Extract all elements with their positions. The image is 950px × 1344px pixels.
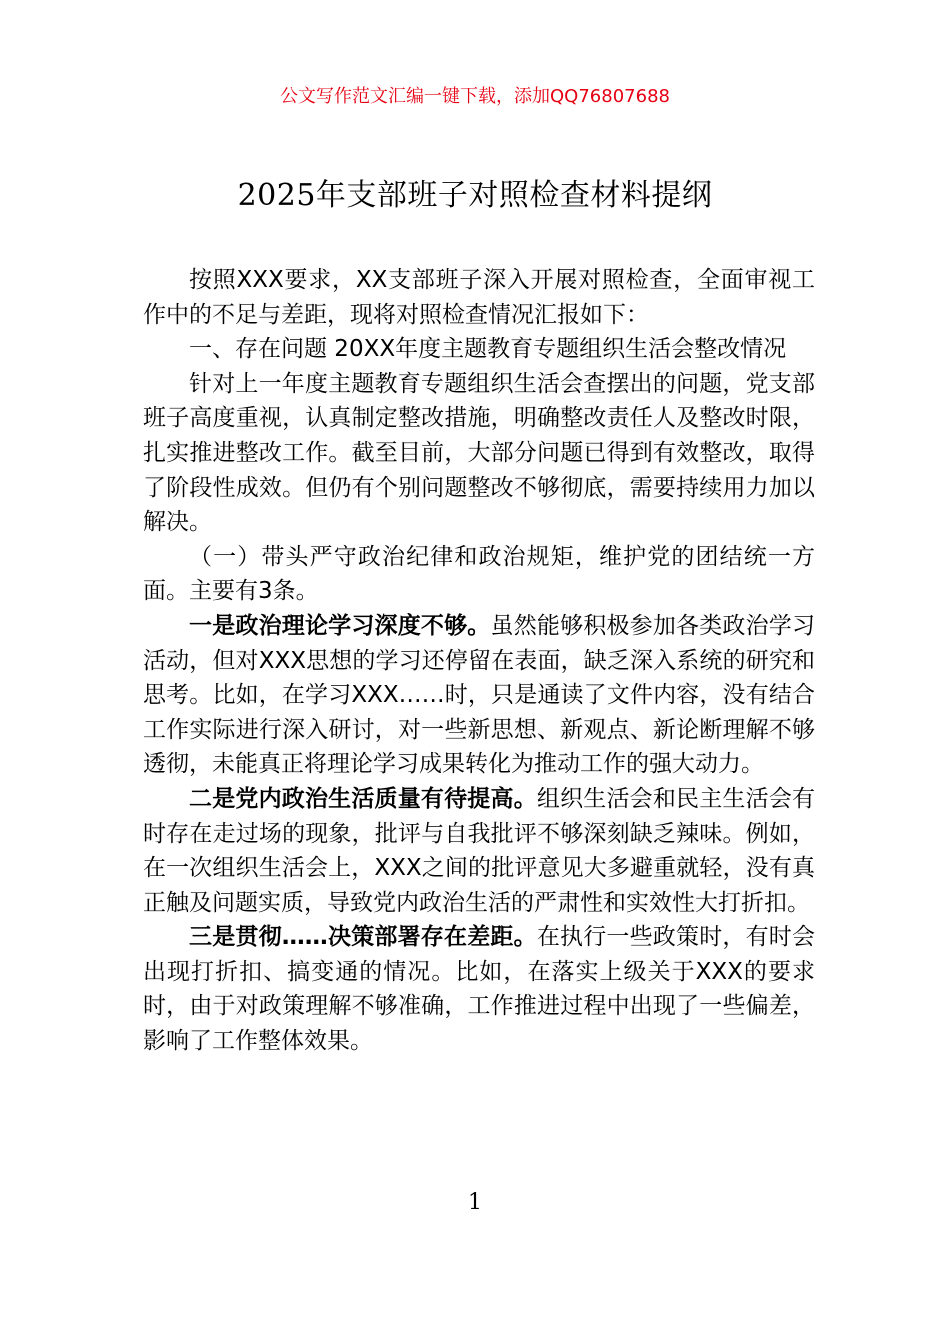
- paragraph-text: 一、存在问题 20XX年度主题教育专题组织生活会整改情况: [189, 336, 787, 363]
- issue-lead: 三是贯彻……决策部署存在差距。: [189, 924, 537, 951]
- page-number: 1: [468, 1190, 482, 1215]
- paragraph-text: 针对上一年度主题教育专题组织生活会查摆出的问题，党支部班子高度重视，认真制定整改措施，明确整改责任人及整改时限，扎实推进整改工作。截至目前，大部分问题已得到有效整改，取得了阶段性成效。但仍有个别问题整改不够彻底，需要持续用力加以解决。: [143, 370, 815, 536]
- download-banner[interactable]: 公文写作范文汇编一键下载，添加QQ76807688: [280, 86, 670, 107]
- paragraph-text: 虽然能够积极参加各类政治学习活动，但对XXX思想的学习还停留在表面，缺乏深入系统的研究和思考。比如，在学习XXX……时，只是通读了文件内容，没有结合工作实际进行深入研讨，对一些新思想、新观点、新论断理解不够透彻，未能真正将理论学习成果转化为推动工作的强大动力。: [143, 612, 815, 778]
- paragraph-rectification: [143, 367, 815, 540]
- paragraph-text: 组织生活会和民主生活会有时存在走过场的现象，批评与自我批评不够深刻缺乏辣味。例如，在一次组织生活会上，XXX之间的批评意见大多避重就轻，没有真正触及问题实质，导致党内政治生活的严肃性和实效性大打折扣。: [143, 785, 816, 916]
- issue-lead: 一是政治理论学习深度不够。: [189, 612, 491, 639]
- document-body: [143, 263, 815, 1059]
- document-title: 2025年支部班子对照检查材料提纲: [237, 178, 713, 213]
- issue-paragraph-1: [143, 609, 815, 782]
- paragraph-intro: [143, 263, 815, 332]
- paragraph-text: （一）带头严守政治纪律和政治规矩，维护党的团结统一方面。主要有3条。: [143, 543, 815, 605]
- issue-lead: 二是党内政治生活质量有待提高。: [189, 785, 537, 812]
- paragraph-text: 在执行一些政策时，有时会出现打折扣、搞变通的情况。比如，在落实上级关于XXX的要求时，由于对政策理解不够准确，工作推进过程中出现了一些偏差，影响了工作整体效果。: [143, 924, 816, 1055]
- issue-paragraph-3: [143, 920, 815, 1058]
- issue-paragraph-2: [143, 782, 815, 920]
- subsection-heading: [143, 540, 815, 609]
- paragraph-text: 按照XXX要求，XX支部班子深入开展对照检查，全面审视工作中的不足与差距，现将对照检查情况汇报如下：: [143, 267, 815, 328]
- section-heading: [143, 332, 815, 367]
